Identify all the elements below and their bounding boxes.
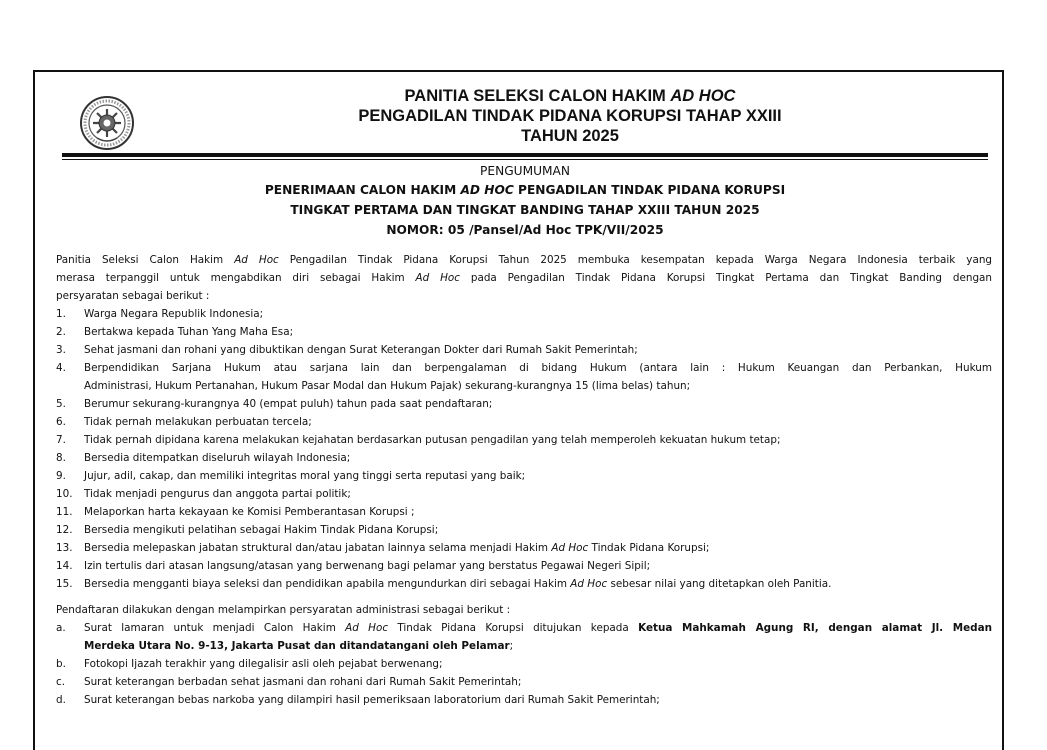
requirement-text-continued: Administrasi, Hukum Pertanahan, Hukum Pasar Modal dan Hukum Pajak) sekurang-kurangnya 15 (lima belas) tahun; bbox=[84, 380, 691, 392]
requirement-text: Tidak menjadi pengurus dan anggota partai politik; bbox=[84, 488, 351, 500]
requirement-text: Bersedia melepaskan jabatan struktural dan/atau jabatan lainnya selama menjadi Hakim Ad Hoc Tindak Pidana Korupsi; bbox=[84, 542, 710, 554]
requirement-number: 9. bbox=[56, 470, 66, 482]
requirement-number: 10. bbox=[56, 488, 73, 500]
registration-item-number: d. bbox=[56, 694, 66, 706]
requirement-text: Melaporkan harta kekayaan ke Komisi Pemberantasan Korupsi ; bbox=[84, 506, 415, 518]
requirement-text: Warga Negara Republik Indonesia; bbox=[84, 308, 264, 320]
requirement-number: 15. bbox=[56, 578, 73, 590]
registration-item-text: Surat keterangan bebas narkoba yang dilampiri hasil pemeriksaan laboratorium dari Rumah Sakit Pemerintah; bbox=[84, 694, 660, 706]
header-title-line-3: TAHUN 2025 bbox=[521, 127, 619, 145]
requirement-number: 1. bbox=[56, 308, 66, 320]
header-rule-thin bbox=[62, 159, 988, 160]
requirement-text: Jujur, adil, cakap, dan memiliki integritas moral yang tinggi serta reputasi yang baik; bbox=[84, 470, 526, 482]
requirement-number: 2. bbox=[56, 326, 66, 338]
intro-line-2: merasa terpanggil untuk mengabdikan diri sebagai Hakim Ad Hoc pada Pengadilan Tindak Pidana Korupsi Tingkat Pertama dan Tingkat Banding dengan bbox=[56, 272, 992, 284]
requirement-number: 6. bbox=[56, 416, 66, 428]
requirement-number: 11. bbox=[56, 506, 73, 518]
announcement-label: PENGUMUMAN bbox=[480, 164, 570, 178]
announcement-title-1: PENERIMAAN CALON HAKIM AD HOC PENGADILAN TINDAK PIDANA KORUPSI bbox=[264, 183, 786, 197]
requirement-text: Bersedia ditempatkan diseluruh wilayah Indonesia; bbox=[84, 452, 351, 464]
announcement-title-2: TINGKAT PERTAMA DAN TINGKAT BANDING TAHAP XXIII TAHUN 2025 bbox=[290, 203, 760, 217]
requirement-number: 13. bbox=[56, 542, 73, 554]
intro-line-3: persyaratan sebagai berikut : bbox=[56, 290, 210, 302]
requirement-text: Berumur sekurang-kurangnya 40 (empat puluh) tahun pada saat pendaftaran; bbox=[84, 398, 493, 410]
requirement-text: Tidak pernah dipidana karena melakukan kejahatan berdasarkan putusan pengadilan yang telah memperoleh kekuatan hukum tetap; bbox=[84, 434, 781, 446]
requirement-number: 8. bbox=[56, 452, 66, 464]
announcement-number: NOMOR: 05 /Pansel/Ad Hoc TPK/VII/2025 bbox=[386, 223, 664, 237]
requirement-number: 3. bbox=[56, 344, 66, 356]
header-rule-thick bbox=[62, 153, 988, 157]
registration-item-text: Fotokopi Ijazah terakhir yang dilegalisir asli oleh pejabat berwenang; bbox=[84, 658, 443, 670]
registration-item-text-continued: Merdeka Utara No. 9-13, Jakarta Pusat dan ditandatangani oleh Pelamar; bbox=[84, 640, 514, 652]
supreme-court-seal-icon bbox=[79, 95, 135, 151]
intro-line-1: Panitia Seleksi Calon Hakim Ad Hoc Pengadilan Tindak Pidana Korupsi Tahun 2025 membuka kesempatan kepada Warga Negara Indonesia terbaik yang bbox=[56, 254, 993, 266]
requirement-number: 7. bbox=[56, 434, 66, 446]
requirement-text: Izin tertulis dari atasan langsung/atasan yang berwenang bagi pelamar yang berstatus Pegawai Negeri Sipil; bbox=[84, 560, 651, 572]
requirement-text: Tidak pernah melakukan perbuatan tercela; bbox=[84, 416, 312, 428]
requirement-text: Berpendidikan Sarjana Hukum atau sarjana lain dan berpengalaman di bidang Hukum (antara lain : Hukum Keuangan dan Perbankan, Hukum bbox=[84, 362, 992, 374]
requirement-number: 5. bbox=[56, 398, 66, 410]
requirement-number: 12. bbox=[56, 524, 73, 536]
registration-item-number: b. bbox=[56, 658, 66, 670]
registration-item-number: c. bbox=[56, 676, 66, 688]
registration-item-text: Surat lamaran untuk menjadi Calon Hakim Ad Hoc Tindak Pidana Korupsi ditujukan kepada Ketua Mahkamah Agung RI, dengan alamat Jl. Medan bbox=[84, 622, 992, 634]
requirement-text: Sehat jasmani dan rohani yang dibuktikan dengan Surat Keterangan Dokter dari Rumah Sakit Pemerintah; bbox=[84, 344, 638, 356]
header-title-line-2: PENGADILAN TINDAK PIDANA KORUPSI TAHAP XXIII bbox=[358, 107, 782, 125]
requirement-text: Bertakwa kepada Tuhan Yang Maha Esa; bbox=[84, 326, 294, 338]
requirement-number: 4. bbox=[56, 362, 66, 374]
requirement-number: 14. bbox=[56, 560, 73, 572]
requirement-text: Bersedia mengganti biaya seleksi dan pendidikan apabila mengundurkan diri sebagai Hakim Ad Hoc sebesar nilai yang ditetapkan oleh Panitia. bbox=[84, 578, 832, 590]
requirement-text: Bersedia mengikuti pelatihan sebagai Hakim Tindak Pidana Korupsi; bbox=[84, 524, 439, 536]
header-title-line-1: PANITIA SELEKSI CALON HAKIM AD HOC bbox=[404, 87, 736, 105]
registration-item-text: Surat keterangan berbadan sehat jasmani dan rohani dari Rumah Sakit Pemerintah; bbox=[84, 676, 522, 688]
registration-intro: Pendaftaran dilakukan dengan melampirkan persyaratan administrasi sebagai berikut : bbox=[56, 604, 511, 616]
registration-item-number: a. bbox=[56, 622, 66, 634]
